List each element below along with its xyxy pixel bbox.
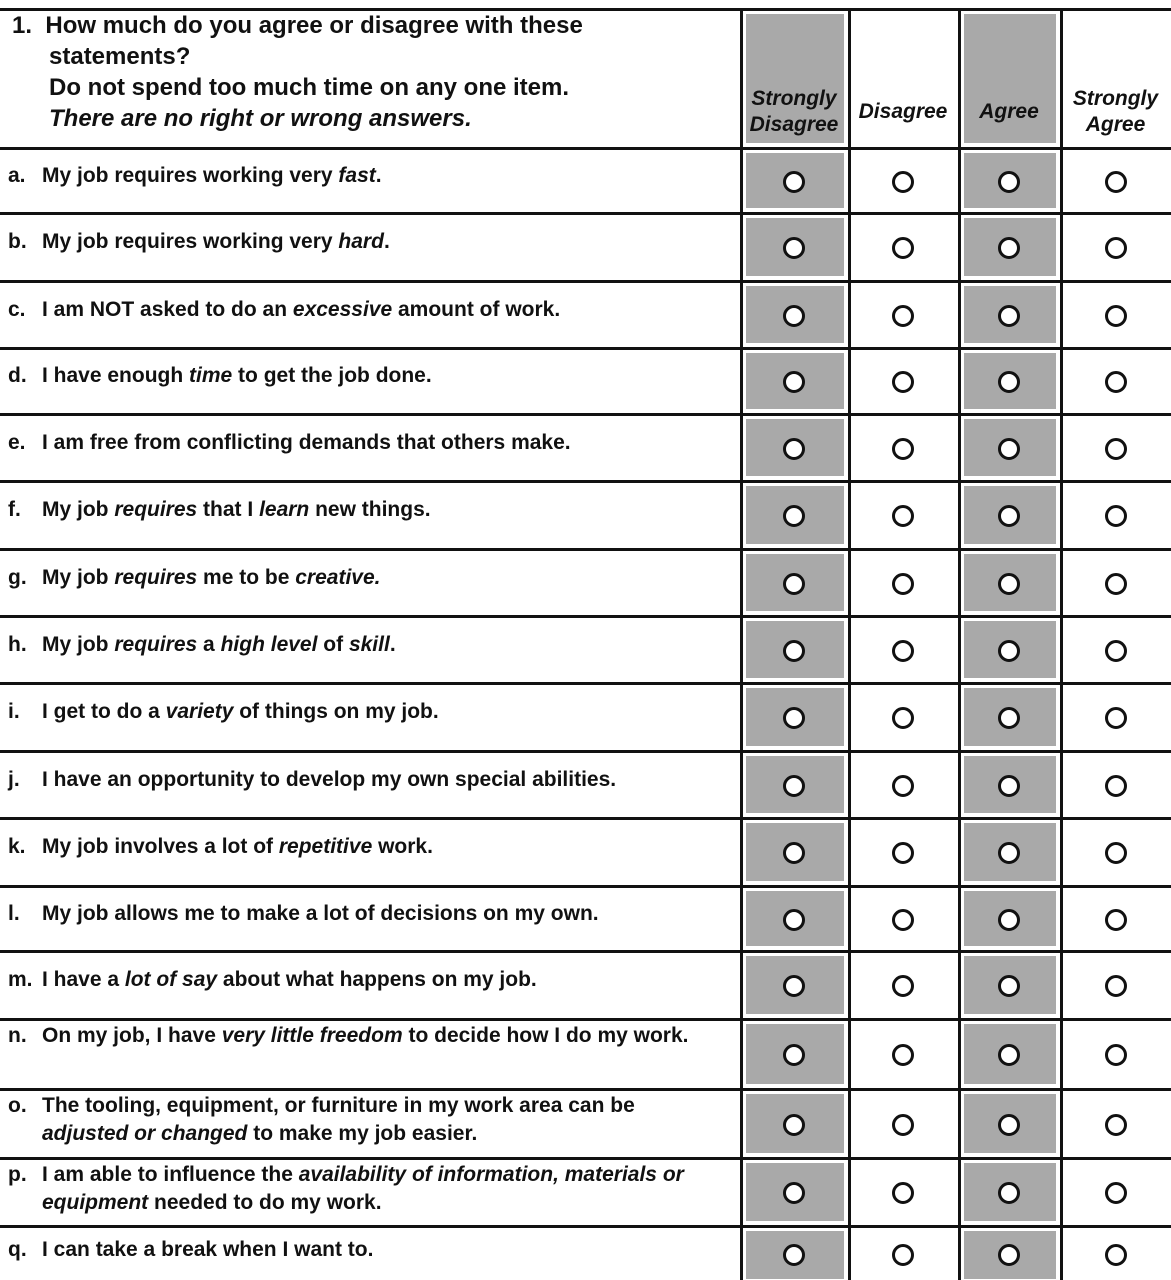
text-segment: My job allows me to make a lot of decisions on my own. <box>42 901 599 925</box>
radio-strongly-agree[interactable] <box>1105 909 1127 931</box>
statement-label: m. <box>8 968 33 991</box>
radio-agree[interactable] <box>998 909 1020 931</box>
text-segment: I am NOT asked to do an <box>42 297 293 321</box>
radio-agree[interactable] <box>998 1114 1020 1136</box>
statement-text <box>42 162 692 190</box>
radio-strongly-agree[interactable] <box>1105 1244 1127 1266</box>
statement-row <box>8 1236 728 1264</box>
row-divider <box>0 1225 1171 1228</box>
emphasis-text: adjusted or changed <box>42 1122 248 1145</box>
statement-row <box>8 833 728 861</box>
radio-disagree[interactable] <box>892 1182 914 1204</box>
statement-row <box>8 1092 728 1148</box>
text-segment: . <box>375 163 382 187</box>
row-divider <box>0 1088 1171 1091</box>
radio-strongly-disagree[interactable] <box>783 1044 805 1066</box>
question-line-3: Do not spend too much time on any one item. <box>49 74 570 101</box>
statement-text <box>42 296 692 324</box>
row-divider <box>0 147 1171 150</box>
radio-disagree[interactable] <box>892 305 914 327</box>
text-segment: The tooling, equipment, or furniture in my work area can be <box>42 1094 635 1117</box>
emphasis-text: time <box>189 364 233 387</box>
row-divider <box>0 548 1171 551</box>
row-divider <box>0 1018 1171 1021</box>
radio-disagree[interactable] <box>892 505 914 527</box>
statement-label: g. <box>8 565 27 589</box>
radio-disagree[interactable] <box>892 640 914 662</box>
radio-strongly-agree[interactable] <box>1105 707 1127 729</box>
text-segment: My job requires working very <box>42 163 339 187</box>
radio-strongly-agree[interactable] <box>1105 573 1127 595</box>
statement-row <box>8 1022 728 1050</box>
radio-strongly-disagree[interactable] <box>783 237 805 259</box>
statement-row <box>8 900 728 928</box>
row-divider <box>0 682 1171 685</box>
radio-agree[interactable] <box>998 237 1020 259</box>
radio-agree[interactable] <box>998 1182 1020 1204</box>
row-divider <box>0 8 1171 11</box>
radio-agree[interactable] <box>998 707 1020 729</box>
text-segment: about what happens on my job. <box>217 968 537 991</box>
statement-row <box>8 496 728 524</box>
radio-strongly-disagree[interactable] <box>783 707 805 729</box>
statement-text <box>42 766 692 794</box>
radio-strongly-disagree[interactable] <box>783 640 805 662</box>
text-segment: amount of work. <box>392 297 561 321</box>
statement-text <box>42 698 692 726</box>
row-divider <box>0 347 1171 350</box>
statement-label: o. <box>8 1094 27 1117</box>
row-divider <box>0 212 1171 215</box>
row-divider <box>0 750 1171 753</box>
statement-label: p. <box>8 1163 27 1186</box>
statement-label: h. <box>8 632 27 656</box>
emphasis-text: excessive <box>292 297 393 321</box>
statement-text <box>42 833 692 861</box>
radio-disagree[interactable] <box>892 171 914 193</box>
text-segment: I am able to influence the <box>42 1163 299 1186</box>
emphasis-text: repetitive <box>278 835 373 858</box>
radio-strongly-disagree[interactable] <box>783 1244 805 1266</box>
statement-label: f. <box>8 498 21 521</box>
statement-row <box>8 362 728 390</box>
text-segment: needed to do my work. <box>148 1191 382 1214</box>
text-segment: On my job, I have <box>42 1024 222 1047</box>
question-number: 1. <box>12 12 33 39</box>
emphasis-text: creative. <box>295 565 381 589</box>
emphasis-text: lot of say <box>124 968 218 991</box>
text-segment: I can take a break when I want to. <box>42 1238 374 1261</box>
radio-strongly-disagree[interactable] <box>783 842 805 864</box>
radio-disagree[interactable] <box>892 1244 914 1266</box>
radio-strongly-agree[interactable] <box>1105 775 1127 797</box>
text-segment: that I <box>197 498 260 521</box>
row-divider <box>0 615 1171 618</box>
statement-text <box>42 496 692 524</box>
scale-header: Strongly Disagree <box>749 87 839 136</box>
radio-agree[interactable] <box>998 171 1020 193</box>
radio-disagree[interactable] <box>892 1044 914 1066</box>
question-heading <box>12 10 732 134</box>
radio-disagree[interactable] <box>892 775 914 797</box>
emphasis-text: high level <box>220 632 318 656</box>
row-divider <box>0 1157 1171 1160</box>
emphasis-text: skill <box>348 632 390 656</box>
radio-disagree[interactable] <box>892 371 914 393</box>
text-segment: to get the job done. <box>232 364 432 387</box>
radio-strongly-agree[interactable] <box>1105 640 1127 662</box>
statement-text <box>42 631 692 659</box>
text-segment: new things. <box>309 498 431 521</box>
text-segment: work. <box>372 835 433 858</box>
text-segment: to decide how I do my work. <box>402 1024 689 1047</box>
radio-disagree[interactable] <box>892 975 914 997</box>
radio-strongly-agree[interactable] <box>1105 975 1127 997</box>
radio-disagree[interactable] <box>892 237 914 259</box>
statement-text <box>42 1161 692 1217</box>
radio-strongly-disagree[interactable] <box>783 505 805 527</box>
radio-strongly-agree[interactable] <box>1105 1114 1127 1136</box>
radio-agree[interactable] <box>998 305 1020 327</box>
radio-strongly-disagree[interactable] <box>783 171 805 193</box>
text-segment: I am free from conflicting demands that others make. <box>42 430 571 454</box>
text-segment: to make my job easier. <box>247 1122 478 1145</box>
statement-label: i. <box>8 700 20 723</box>
statement-label: q. <box>8 1238 27 1261</box>
scale-header: Disagree <box>858 100 948 123</box>
column-divider <box>740 8 743 1280</box>
radio-strongly-agree[interactable] <box>1105 438 1127 460</box>
statement-label: k. <box>8 835 26 858</box>
radio-strongly-agree[interactable] <box>1105 371 1127 393</box>
radio-strongly-agree[interactable] <box>1105 1182 1127 1204</box>
radio-agree[interactable] <box>998 505 1020 527</box>
scale-header: Strongly Agree <box>1072 87 1159 136</box>
radio-strongly-agree[interactable] <box>1105 171 1127 193</box>
statement-text <box>42 564 692 592</box>
statement-text <box>42 900 692 928</box>
row-divider <box>0 413 1171 416</box>
emphasis-text: availability of information, materials or equipment <box>42 1163 684 1214</box>
statement-label: c. <box>8 297 26 321</box>
radio-strongly-disagree[interactable] <box>783 1182 805 1204</box>
text-segment: me to be <box>197 565 296 589</box>
text-segment: My job requires working very <box>42 230 339 253</box>
text-segment: I get to do a <box>42 700 166 723</box>
text-segment: I have enough <box>42 364 190 387</box>
text-segment: a <box>197 632 221 656</box>
question-line-1: How much do you agree or disagree with these <box>45 12 583 39</box>
statement-label: l. <box>8 901 20 925</box>
row-divider <box>0 280 1171 283</box>
radio-strongly-agree[interactable] <box>1105 237 1127 259</box>
statement-text <box>42 362 692 390</box>
column-divider <box>958 8 961 1280</box>
row-divider <box>0 885 1171 888</box>
radio-disagree[interactable] <box>892 438 914 460</box>
statement-text <box>42 966 692 994</box>
text-segment: My job involves a lot of <box>42 835 279 858</box>
statement-row <box>8 162 728 190</box>
statement-text <box>42 1022 692 1050</box>
statement-row <box>8 228 728 256</box>
statement-label: a. <box>8 163 26 187</box>
radio-agree[interactable] <box>998 775 1020 797</box>
radio-agree[interactable] <box>998 371 1020 393</box>
emphasis-text: requires <box>114 498 198 521</box>
statement-label: n. <box>8 1024 27 1047</box>
emphasis-text: fast <box>338 163 376 187</box>
statement-row <box>8 766 728 794</box>
text-segment: My job <box>42 498 115 521</box>
radio-strongly-agree[interactable] <box>1105 842 1127 864</box>
emphasis-text: learn <box>259 498 310 521</box>
radio-agree[interactable] <box>998 438 1020 460</box>
radio-strongly-agree[interactable] <box>1105 305 1127 327</box>
text-segment: My job <box>42 565 115 589</box>
row-divider <box>0 817 1171 820</box>
text-segment: of things on my job. <box>233 700 439 723</box>
statement-row <box>8 631 728 659</box>
radio-agree[interactable] <box>998 640 1020 662</box>
text-segment: . <box>383 230 390 253</box>
radio-strongly-disagree[interactable] <box>783 775 805 797</box>
radio-disagree[interactable] <box>892 1114 914 1136</box>
radio-agree[interactable] <box>998 975 1020 997</box>
radio-agree[interactable] <box>998 842 1020 864</box>
radio-strongly-disagree[interactable] <box>783 371 805 393</box>
statement-text <box>42 228 692 256</box>
text-segment: My job <box>42 632 115 656</box>
statement-text <box>42 429 692 457</box>
radio-strongly-disagree[interactable] <box>783 438 805 460</box>
radio-strongly-agree[interactable] <box>1105 505 1127 527</box>
emphasis-text: very little freedom <box>221 1024 403 1047</box>
text-segment: I have a <box>42 968 125 991</box>
radio-strongly-disagree[interactable] <box>783 305 805 327</box>
column-divider <box>848 8 851 1280</box>
scale-header: Agree <box>979 100 1039 123</box>
radio-agree[interactable] <box>998 573 1020 595</box>
text-segment: . <box>389 632 396 656</box>
row-divider <box>0 950 1171 953</box>
statement-label: e. <box>8 430 26 454</box>
emphasis-text: variety <box>165 700 234 723</box>
radio-strongly-disagree[interactable] <box>783 573 805 595</box>
statement-row <box>8 296 728 324</box>
radio-disagree[interactable] <box>892 842 914 864</box>
radio-disagree[interactable] <box>892 573 914 595</box>
radio-disagree[interactable] <box>892 909 914 931</box>
emphasis-text: requires <box>114 632 198 656</box>
statement-label: b. <box>8 230 27 253</box>
statement-row <box>8 429 728 457</box>
radio-strongly-disagree[interactable] <box>783 909 805 931</box>
statement-row <box>8 564 728 592</box>
statement-label: j. <box>8 767 20 791</box>
question-line-4: There are no right or wrong answers. <box>49 105 472 132</box>
statement-row <box>8 698 728 726</box>
emphasis-text: hard <box>338 230 384 253</box>
statement-text <box>42 1092 692 1148</box>
question-line-2: statements? <box>49 43 191 70</box>
emphasis-text: requires <box>114 565 198 589</box>
radio-disagree[interactable] <box>892 707 914 729</box>
radio-strongly-agree[interactable] <box>1105 1044 1127 1066</box>
radio-strongly-disagree[interactable] <box>783 1114 805 1136</box>
radio-agree[interactable] <box>998 1044 1020 1066</box>
text-segment: I have an opportunity to develop my own special abilities. <box>42 767 617 791</box>
statement-text <box>42 1236 692 1264</box>
statement-row <box>8 966 728 994</box>
radio-agree[interactable] <box>998 1244 1020 1266</box>
column-divider <box>1060 8 1063 1280</box>
text-segment: of <box>317 632 349 656</box>
statement-row <box>8 1161 728 1217</box>
row-divider <box>0 480 1171 483</box>
radio-strongly-disagree[interactable] <box>783 975 805 997</box>
statement-label: d. <box>8 364 27 387</box>
